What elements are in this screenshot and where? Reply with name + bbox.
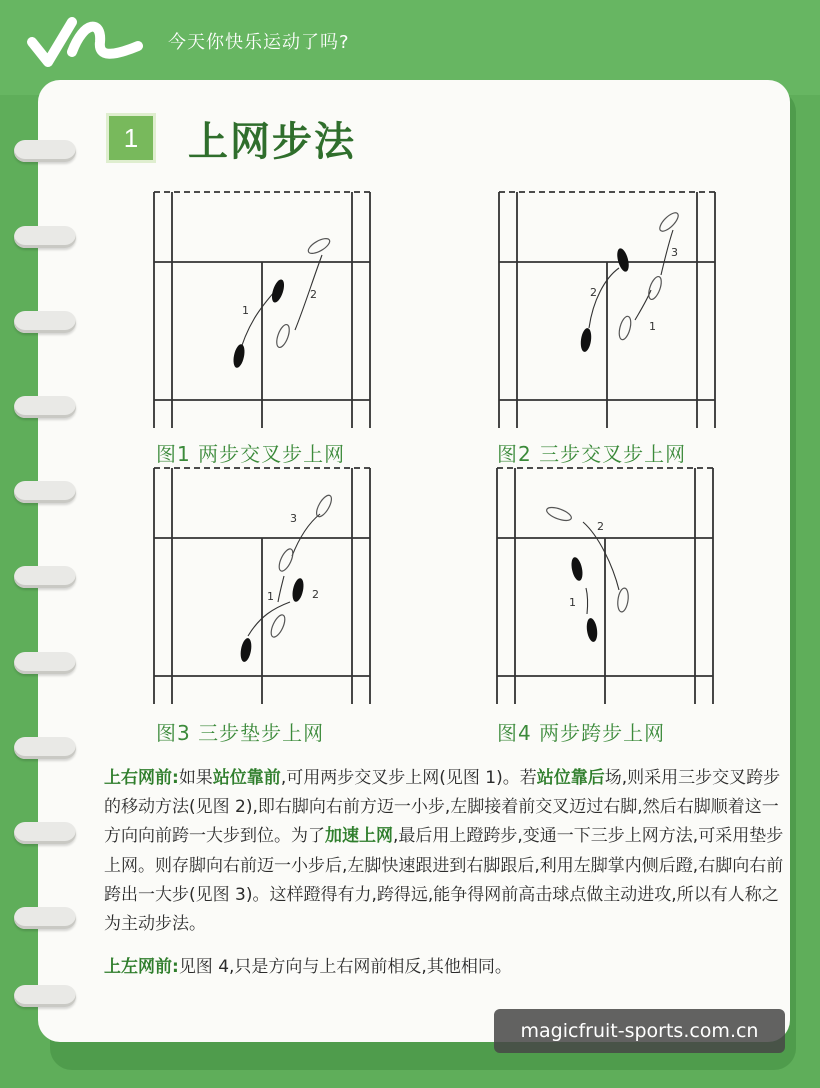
court-diagram-3 [152, 466, 372, 706]
step-label-2: 2 [597, 520, 604, 533]
text-span: ,可用两步交叉步上网(见图 1)。若 [280, 768, 537, 788]
figure-caption: 图4 两步跨步上网 [497, 721, 666, 745]
text-span: 见图 4,只是方向与上右网前相反,其他相同。 [178, 957, 512, 978]
step-label-2: 2 [310, 288, 317, 301]
step-label-1: 1 [267, 590, 274, 603]
binder-ring [14, 311, 76, 333]
text-span: 场,则采用三步交叉跨步的移动方法(见图 2),即右脚向右前方迈一小步,左脚接着前交叉迈过右脚,然后右脚顺着这一方向向前跨一大步到位。为了 [104, 768, 781, 847]
binder-ring [14, 985, 76, 1007]
highlight-text: 加速上网 [325, 826, 393, 847]
binder-ring [14, 652, 76, 674]
text-span: 如果 [178, 768, 213, 788]
highlight-text: 站位靠前 [212, 768, 281, 788]
section-number: 1 [106, 113, 156, 163]
label-right-net: 上右网前: [104, 768, 179, 788]
binder-ring [14, 566, 76, 588]
figure-caption: 图2 三步交叉步上网 [497, 442, 687, 466]
step-label-1: 1 [569, 596, 576, 609]
label-left-net: 上左网前: [104, 957, 179, 978]
binder-ring [14, 226, 76, 248]
binder-ring [14, 907, 76, 929]
text-span: ,最后用上蹬跨步,变通一下三步上网方法,可采用垫步上网。则存脚向右前迈一小步后,左脚快速跟进到右脚跟后,利用左脚掌内侧后蹬,右脚向右前跨出一大步(见图 3)。这样蹬得有力,跨得远,能争得网前高击球点做主动进攻,所以有人称之为主动步法。 [104, 826, 784, 935]
paragraph-right-net [104, 764, 784, 939]
header-title: 今天你快乐运动了吗? [168, 32, 350, 53]
step-label-1: 1 [242, 304, 249, 317]
binder-ring [14, 822, 76, 844]
binder-ring [14, 737, 76, 759]
step-label-2: 2 [590, 286, 597, 299]
figure-caption: 图1 两步交叉步上网 [156, 442, 346, 466]
binder-ring [14, 481, 76, 503]
court-diagram-2 [497, 190, 717, 430]
logo-icon [26, 12, 144, 70]
watermark: magicfruit-sports.com.cn [494, 1009, 785, 1053]
paragraph-left-net [104, 953, 784, 982]
binder-ring [14, 396, 76, 418]
court-diagram-1 [152, 190, 372, 430]
step-label-1: 1 [649, 320, 656, 333]
figure-caption: 图3 三步垫步上网 [156, 721, 325, 745]
article-body [104, 764, 784, 982]
court-diagram-4 [495, 466, 715, 706]
binder-ring [14, 140, 76, 162]
step-label-3: 3 [671, 246, 678, 259]
step-label-3: 3 [290, 512, 297, 525]
step-label-2: 2 [312, 588, 319, 601]
highlight-text: 站位靠后 [536, 768, 605, 788]
section-title: 上网步法 [188, 119, 356, 165]
